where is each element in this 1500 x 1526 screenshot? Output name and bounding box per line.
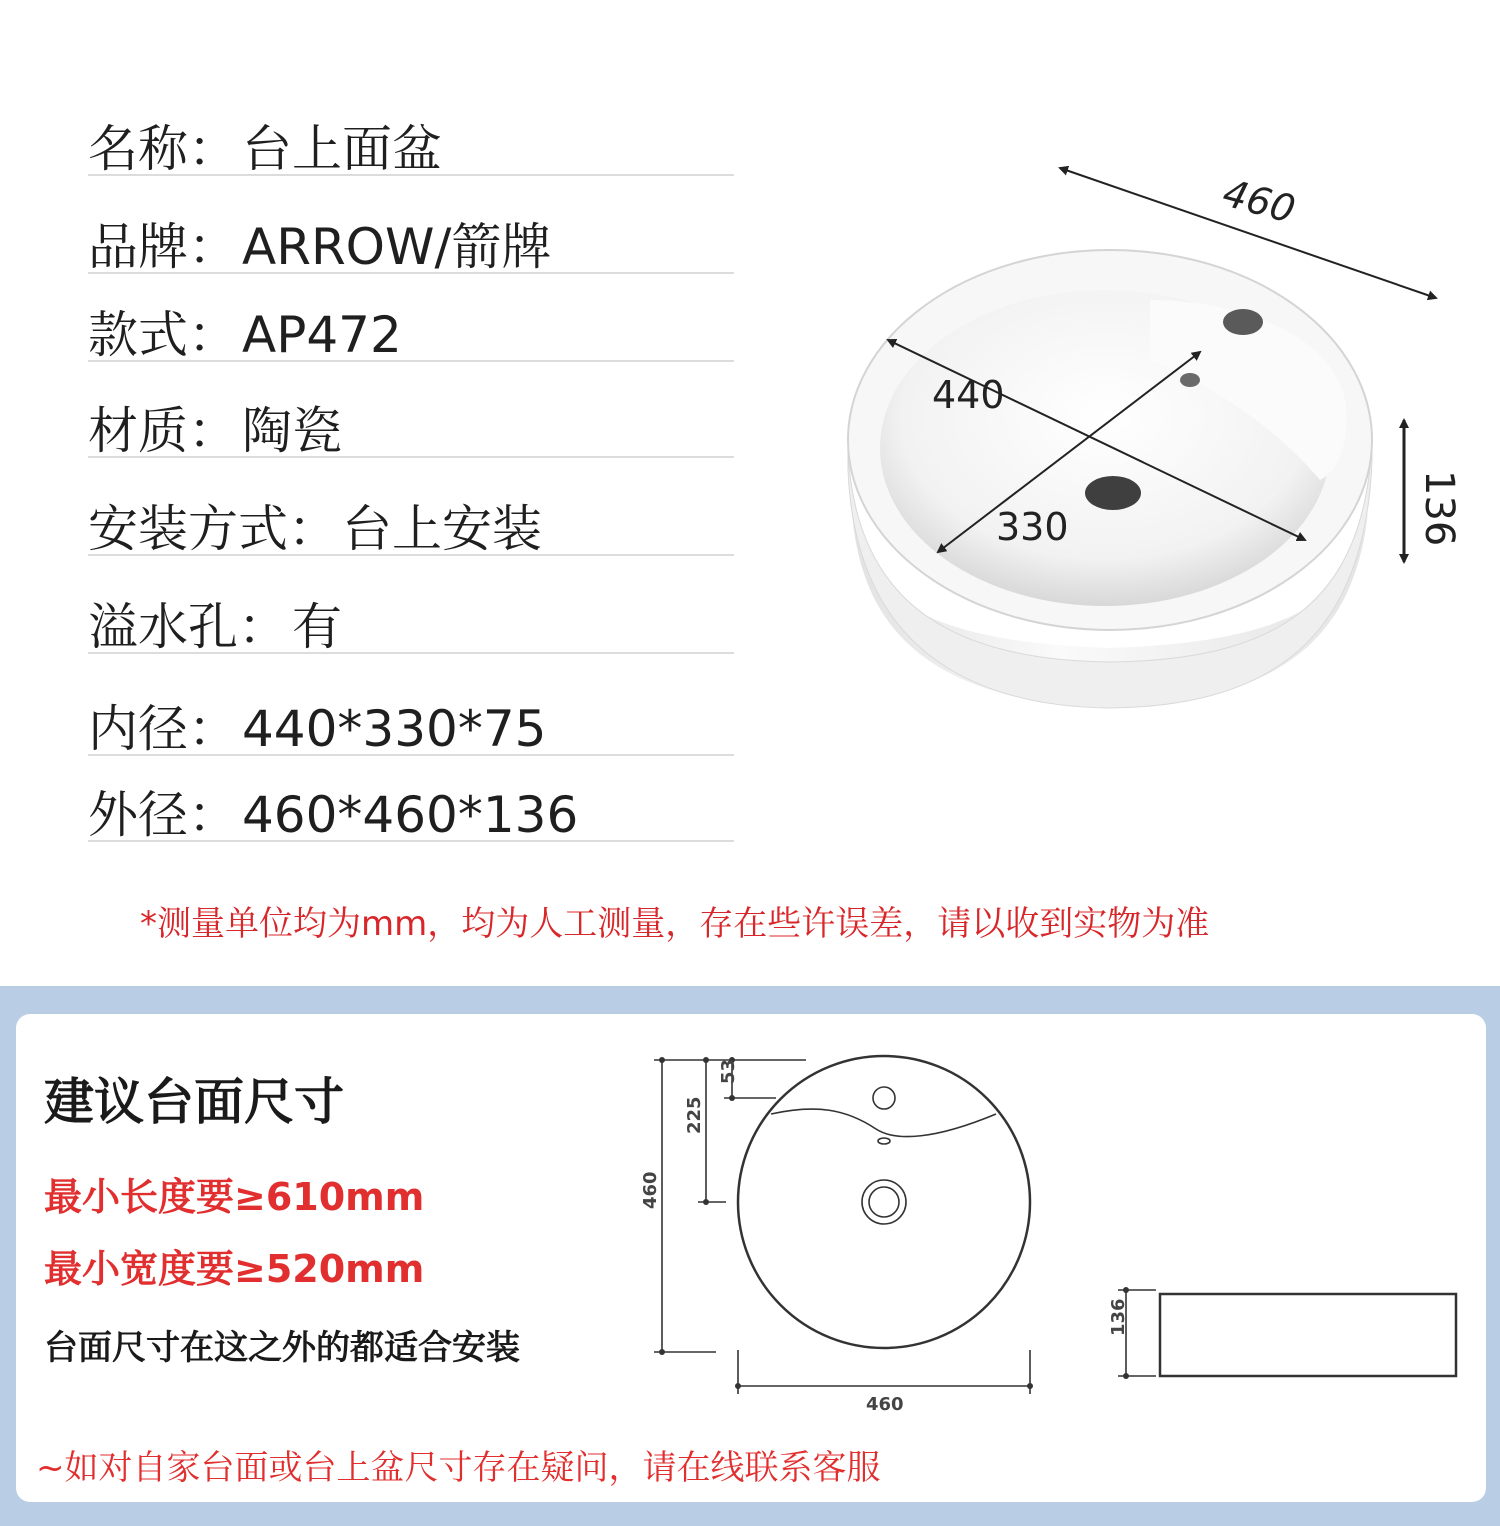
inner-width-label: 330 bbox=[996, 505, 1069, 549]
drain-offset-label: 225 bbox=[684, 1096, 705, 1134]
spec-row-name bbox=[88, 102, 734, 176]
drain-inner-drawing bbox=[869, 1187, 899, 1217]
spec-row-material bbox=[88, 382, 734, 458]
spec-label: 安装方式： bbox=[88, 500, 338, 558]
dim-tick bbox=[1123, 1373, 1129, 1379]
spec-label: 款式： bbox=[88, 306, 238, 364]
total-height-label: 460 bbox=[640, 1171, 661, 1209]
dim-tick bbox=[703, 1057, 709, 1063]
fit-note: 台面尺寸在这之外的都适合安装 bbox=[44, 1328, 520, 1368]
dim-tick bbox=[1123, 1287, 1129, 1293]
spec-label: 名称： bbox=[88, 120, 238, 178]
basin-deck-curve bbox=[771, 1109, 996, 1137]
height-label: 136 bbox=[1416, 470, 1462, 547]
top-view-outline bbox=[738, 1056, 1030, 1348]
spec-label: 品牌： bbox=[88, 218, 238, 276]
dim-tick bbox=[735, 1383, 741, 1389]
overflow-drawing bbox=[878, 1138, 890, 1144]
spec-label: 外径： bbox=[88, 786, 238, 844]
spec-value: 有 bbox=[292, 598, 342, 656]
drain-hole bbox=[1085, 476, 1141, 510]
spec-value: AP472 bbox=[242, 306, 402, 364]
spec-value: 陶瓷 bbox=[242, 402, 342, 460]
faucet-offset-label: 53 bbox=[718, 1058, 739, 1084]
spec-row-outer bbox=[88, 778, 734, 842]
dim-tick bbox=[1027, 1383, 1033, 1389]
min-width-requirement: 最小宽度要≥520mm bbox=[44, 1247, 425, 1291]
technical-drawing bbox=[636, 1044, 1486, 1434]
measurement-note: *测量单位均为mm，均为人工测量，存在些许误差，请以收到实物为准 bbox=[140, 904, 1210, 944]
outer-diameter-label: 460 bbox=[1218, 170, 1300, 232]
side-view-outline bbox=[1160, 1294, 1456, 1376]
overflow-hole bbox=[1180, 373, 1200, 387]
spec-value: 440*330*75 bbox=[242, 700, 547, 758]
spec-row-install bbox=[88, 480, 734, 556]
spec-label: 溢水孔： bbox=[88, 598, 288, 656]
spec-label: 内径： bbox=[88, 700, 238, 758]
spec-label: 材质： bbox=[88, 402, 238, 460]
faucet-hole bbox=[1223, 309, 1263, 335]
countertop-card bbox=[16, 1014, 1486, 1502]
dim-tick bbox=[703, 1199, 709, 1205]
spec-value: 台上面盆 bbox=[242, 120, 442, 178]
total-width-label: 460 bbox=[866, 1394, 904, 1415]
dim-tick bbox=[659, 1057, 665, 1063]
customer-service-note: ~如对自家台面或台上盆尺寸存在疑问，请在线联系客服 bbox=[36, 1448, 881, 1488]
faucet-hole-drawing bbox=[873, 1087, 895, 1109]
spec-value: ARROW/箭牌 bbox=[242, 218, 552, 276]
spec-row-overflow bbox=[88, 574, 734, 654]
min-length-requirement: 最小长度要≥610mm bbox=[44, 1175, 425, 1219]
spec-row-inner bbox=[88, 672, 734, 756]
dim-tick bbox=[729, 1095, 735, 1101]
dim-tick bbox=[659, 1349, 665, 1355]
basin-photo bbox=[830, 150, 1490, 730]
inner-length-label: 440 bbox=[932, 373, 1005, 417]
spec-value: 台上安装 bbox=[342, 500, 542, 558]
spec-row-brand bbox=[88, 192, 734, 274]
side-height-label: 136 bbox=[1108, 1298, 1129, 1336]
spec-value: 460*460*136 bbox=[242, 786, 579, 844]
countertop-title: 建议台面尺寸 bbox=[44, 1073, 344, 1131]
spec-row-model bbox=[88, 288, 734, 362]
